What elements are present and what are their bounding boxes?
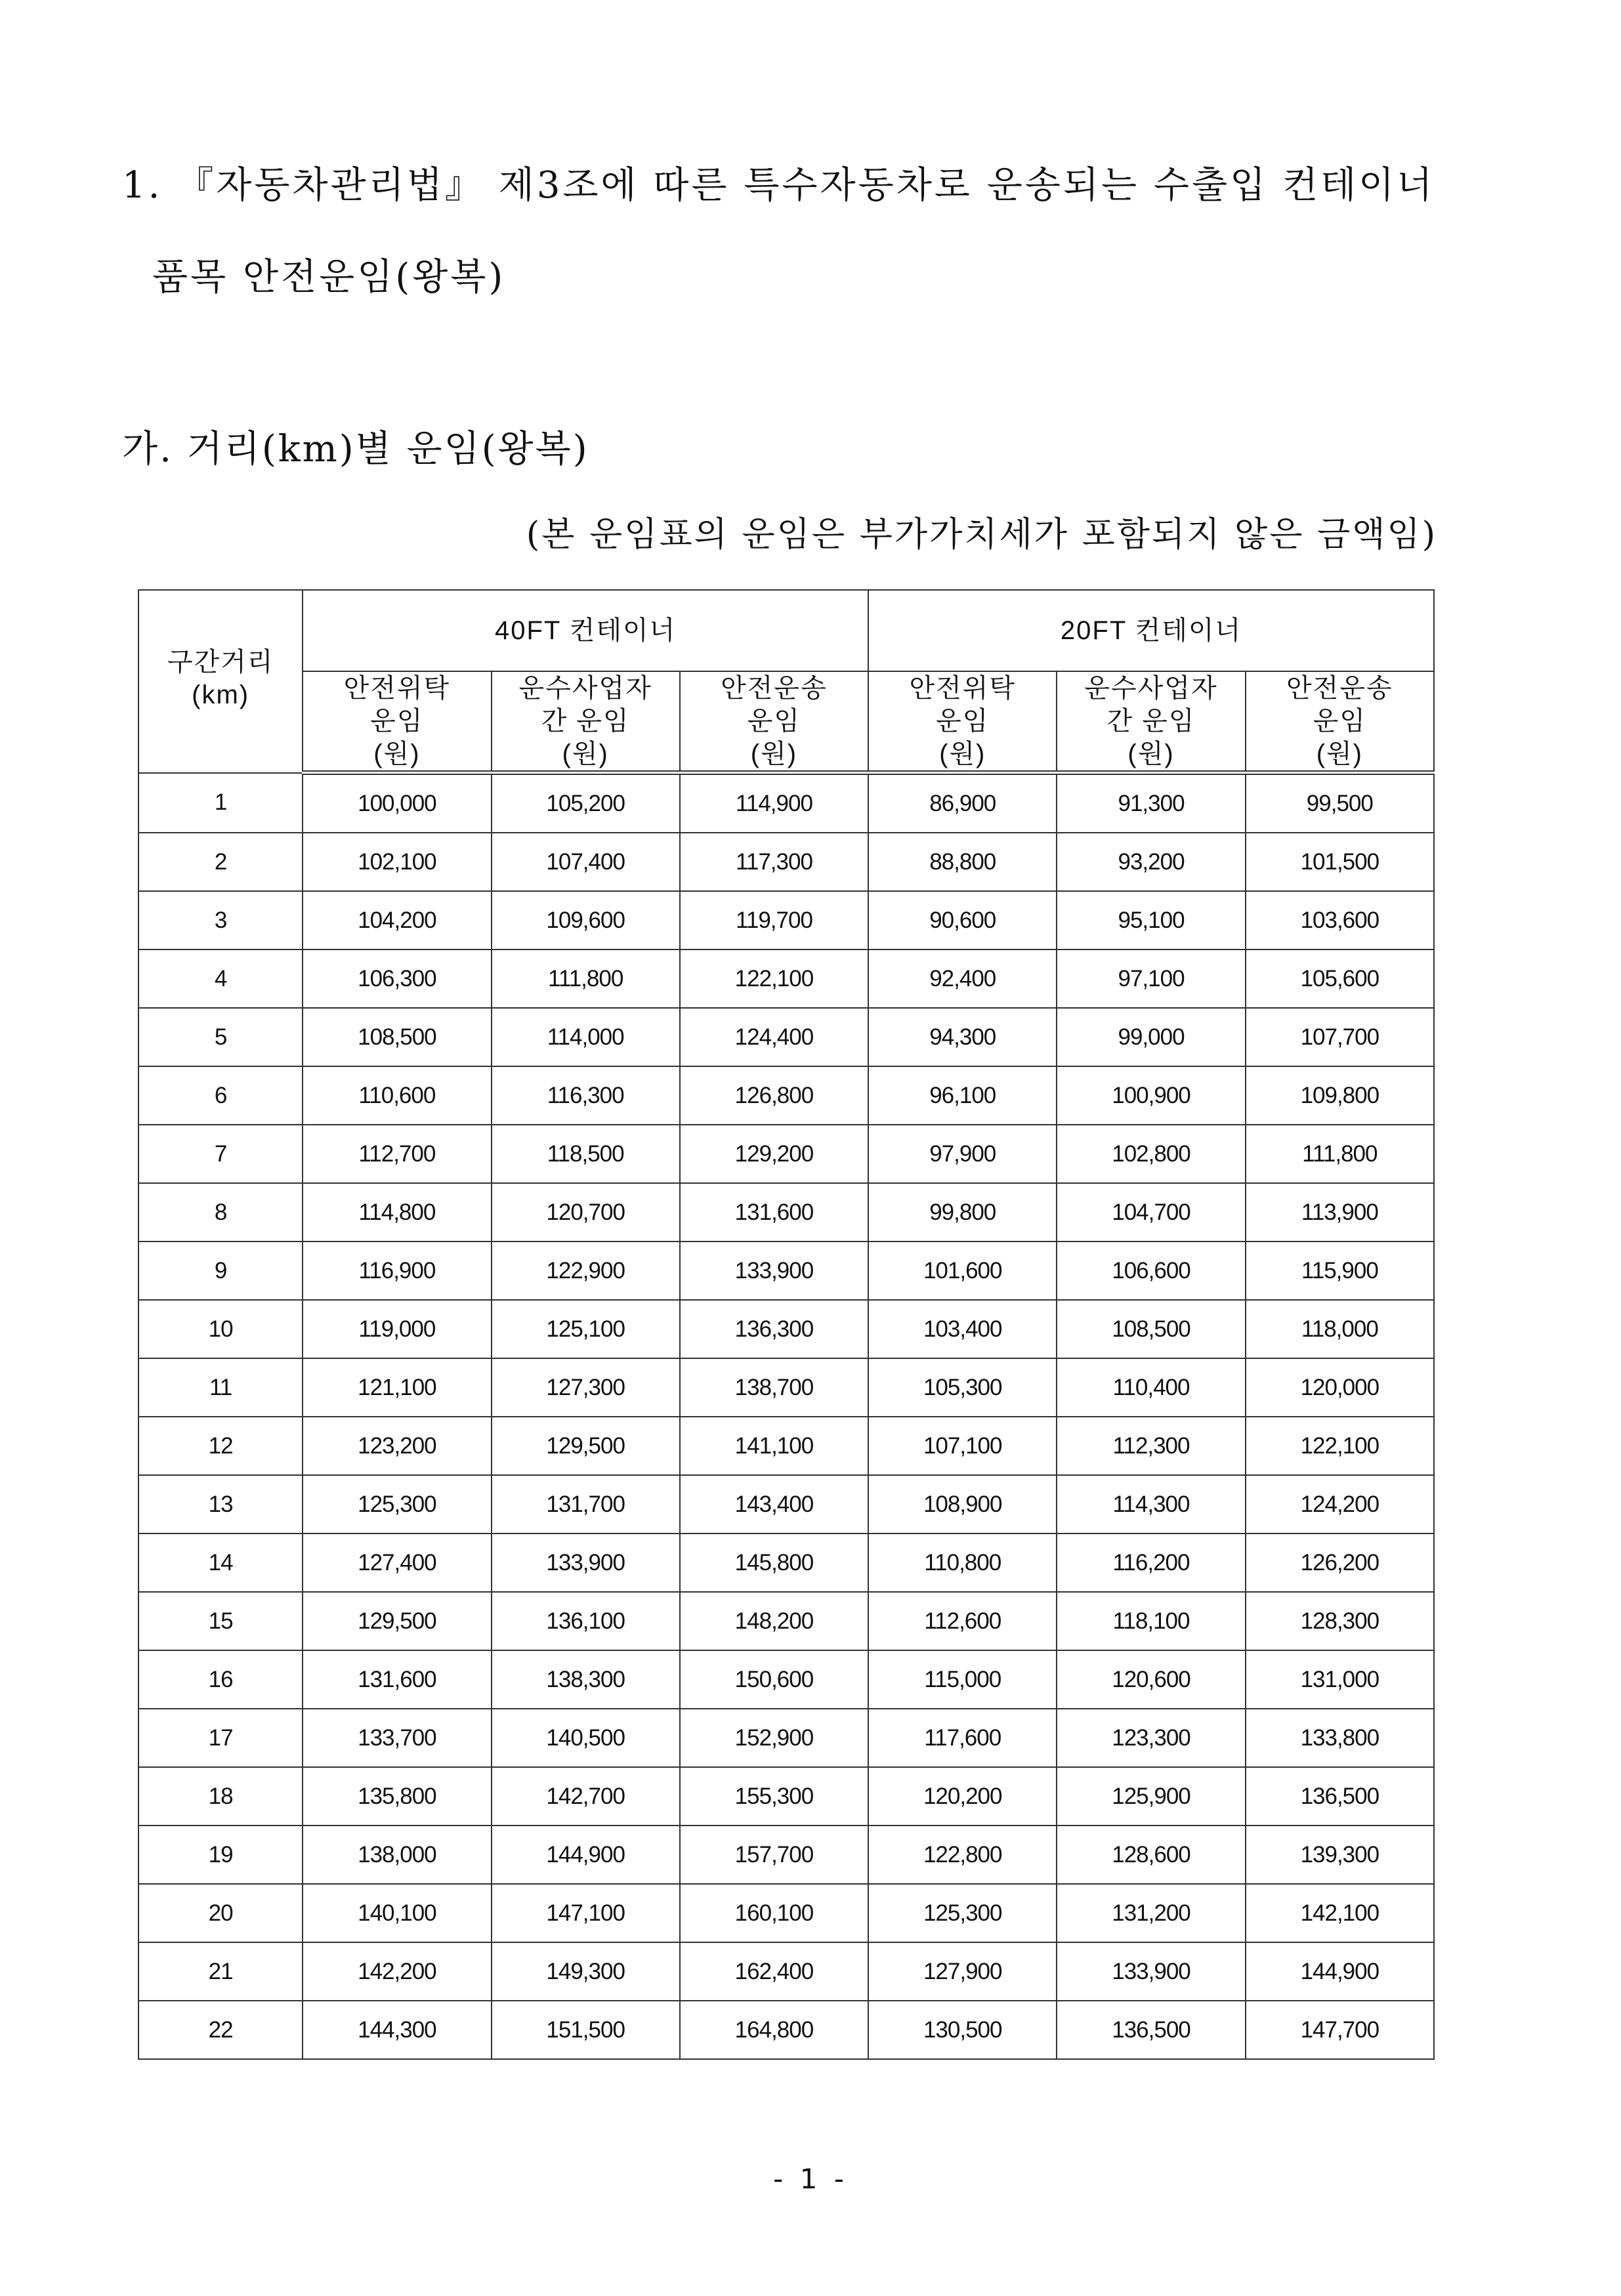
rate-cell: 107,700	[1246, 1008, 1434, 1066]
rate-cell: 118,100	[1057, 1592, 1245, 1650]
rate-cell: 112,700	[303, 1125, 491, 1183]
distance-cell: 15	[138, 1592, 303, 1650]
table-row	[138, 773, 1434, 833]
rate-cell: 121,100	[303, 1358, 491, 1417]
rate-cell: 124,400	[680, 1008, 868, 1066]
rate-cell: 104,200	[303, 891, 491, 950]
distance-cell: 10	[138, 1300, 303, 1358]
rate-cell: 133,900	[1057, 1942, 1245, 2001]
rate-cell: 122,100	[1246, 1417, 1434, 1475]
col-header-40ft-carrier	[492, 671, 680, 773]
rate-cell: 111,800	[492, 950, 680, 1008]
distance-cell: 14	[138, 1534, 303, 1592]
rate-cell: 138,300	[492, 1650, 680, 1709]
rate-cell: 108,500	[303, 1008, 491, 1066]
rate-cell: 136,300	[680, 1300, 868, 1358]
rate-cell: 122,800	[868, 1826, 1057, 1884]
rate-cell: 116,200	[1057, 1534, 1245, 1592]
distance-cell: 3	[138, 891, 303, 950]
rate-cell: 103,400	[868, 1300, 1057, 1358]
rate-cell: 118,500	[492, 1125, 680, 1183]
rate-cell: 127,300	[492, 1358, 680, 1417]
rate-cell: 147,700	[1246, 2001, 1434, 2059]
vat-note: (본 운임표의 운임은 부가가치세가 포함되지 않은 금액임)	[526, 515, 1437, 554]
rate-cell: 126,200	[1246, 1534, 1434, 1592]
rate-cell: 142,200	[303, 1942, 491, 2001]
rate-cell: 117,600	[868, 1709, 1057, 1767]
rate-cell: 150,600	[680, 1650, 868, 1709]
rate-cell: 162,400	[680, 1942, 868, 2001]
rate-cell: 122,100	[680, 950, 868, 1008]
group-header-20ft: 20FT 컨테이너	[868, 590, 1434, 671]
table-row	[138, 1767, 1434, 1826]
distance-header-text: 구간거리 (km)	[167, 648, 274, 709]
table-row	[138, 1066, 1434, 1125]
rate-cell: 130,500	[868, 2001, 1057, 2059]
rate-cell: 105,600	[1246, 950, 1434, 1008]
distance-cell: 5	[138, 1008, 303, 1066]
rate-cell: 124,200	[1246, 1475, 1434, 1534]
rate-cell: 140,500	[492, 1709, 680, 1767]
rate-cell: 128,600	[1057, 1826, 1245, 1884]
rate-cell: 100,900	[1057, 1066, 1245, 1125]
rate-cell: 107,400	[492, 833, 680, 891]
rate-cell: 147,100	[492, 1884, 680, 1942]
distance-cell: 12	[138, 1417, 303, 1475]
header-text: 안전운송 운임 (원)	[721, 674, 828, 768]
rate-cell: 144,900	[492, 1826, 680, 1884]
rate-cell: 136,500	[1057, 2001, 1245, 2059]
col-header-20ft-consignment	[868, 671, 1057, 773]
rate-cell: 106,300	[303, 950, 491, 1008]
rate-cell: 125,300	[303, 1475, 491, 1534]
table-row	[138, 1592, 1434, 1650]
rate-cell: 110,800	[868, 1534, 1057, 1592]
header-text: 안전위탁 운임 (원)	[909, 674, 1017, 768]
rate-cell: 123,200	[303, 1417, 491, 1475]
rate-cell: 110,400	[1057, 1358, 1245, 1417]
rate-cell: 118,000	[1246, 1300, 1434, 1358]
rate-cell: 140,100	[303, 1884, 491, 1942]
rate-cell: 108,900	[868, 1475, 1057, 1534]
page-number: - 1 -	[773, 2163, 848, 2195]
distance-cell: 21	[138, 1942, 303, 2001]
rate-cell: 94,300	[868, 1008, 1057, 1066]
table-row	[138, 1008, 1434, 1066]
rate-cell: 151,500	[492, 2001, 680, 2059]
table-row	[138, 891, 1434, 950]
rate-cell: 120,700	[492, 1183, 680, 1242]
distance-cell: 9	[138, 1242, 303, 1300]
table-row	[138, 1242, 1434, 1300]
rate-cell: 133,700	[303, 1709, 491, 1767]
rate-cell: 113,900	[1246, 1183, 1434, 1242]
rate-cell: 160,100	[680, 1884, 868, 1942]
table-row	[138, 1709, 1434, 1767]
rate-cell: 99,800	[868, 1183, 1057, 1242]
rate-cell: 139,300	[1246, 1826, 1434, 1884]
rate-cell: 101,600	[868, 1242, 1057, 1300]
distance-cell: 7	[138, 1125, 303, 1183]
rate-cell: 90,600	[868, 891, 1057, 950]
rate-cell: 119,700	[680, 891, 868, 950]
rate-cell: 126,800	[680, 1066, 868, 1125]
rate-cell: 129,200	[680, 1125, 868, 1183]
rate-cell: 127,900	[868, 1942, 1057, 2001]
rate-cell: 110,600	[303, 1066, 491, 1125]
distance-cell: 8	[138, 1183, 303, 1242]
distance-cell: 17	[138, 1709, 303, 1767]
table-row	[138, 2001, 1434, 2059]
col-header-20ft-safe-transport	[1246, 671, 1434, 773]
header-text: 안전위탁 운임 (원)	[343, 674, 451, 768]
col-header-40ft-safe-transport	[680, 671, 868, 773]
distance-cell: 18	[138, 1767, 303, 1826]
distance-cell: 13	[138, 1475, 303, 1534]
table-row	[138, 1650, 1434, 1709]
rate-cell: 120,600	[1057, 1650, 1245, 1709]
rate-cell: 103,600	[1246, 891, 1434, 950]
rate-cell: 123,300	[1057, 1709, 1245, 1767]
table-row	[138, 1884, 1434, 1942]
rate-cell: 92,400	[868, 950, 1057, 1008]
rate-cell: 152,900	[680, 1709, 868, 1767]
rate-cell: 112,300	[1057, 1417, 1245, 1475]
table-row	[138, 1826, 1434, 1884]
distance-cell: 19	[138, 1826, 303, 1884]
table-row	[138, 950, 1434, 1008]
distance-cell: 11	[138, 1358, 303, 1417]
rate-cell: 131,600	[303, 1650, 491, 1709]
rate-cell: 142,700	[492, 1767, 680, 1826]
table-row	[138, 1358, 1434, 1417]
table-row	[138, 1942, 1434, 2001]
rate-cell: 111,800	[1246, 1125, 1434, 1183]
rate-cell: 86,900	[868, 773, 1057, 833]
rate-cell: 129,500	[303, 1592, 491, 1650]
rate-cell: 107,100	[868, 1417, 1057, 1475]
rate-cell: 144,900	[1246, 1942, 1434, 2001]
distance-cell: 6	[138, 1066, 303, 1125]
rate-cell: 117,300	[680, 833, 868, 891]
header-text: 운수사업자 간 운임 (원)	[518, 674, 652, 768]
rate-cell: 135,800	[303, 1767, 491, 1826]
header-text: 운수사업자 간 운임 (원)	[1084, 674, 1218, 768]
rate-cell: 116,900	[303, 1242, 491, 1300]
table-row	[138, 1183, 1434, 1242]
rate-cell: 120,200	[868, 1767, 1057, 1826]
rate-cell: 141,100	[680, 1417, 868, 1475]
distance-cell: 4	[138, 950, 303, 1008]
rate-cell: 91,300	[1057, 773, 1245, 833]
rate-cell: 133,900	[492, 1534, 680, 1592]
rate-cell: 136,100	[492, 1592, 680, 1650]
rate-cell: 97,100	[1057, 950, 1245, 1008]
rate-cell: 143,400	[680, 1475, 868, 1534]
rate-cell: 109,600	[492, 891, 680, 950]
header-text: 안전운송 운임 (원)	[1286, 674, 1393, 768]
rate-cell: 104,700	[1057, 1183, 1245, 1242]
col-header-20ft-carrier	[1057, 671, 1245, 773]
rate-cell: 125,300	[868, 1884, 1057, 1942]
col-header-40ft-consignment	[303, 671, 491, 773]
rate-cell: 136,500	[1246, 1767, 1434, 1826]
rate-cell: 148,200	[680, 1592, 868, 1650]
group-header-40ft: 40FT 컨테이너	[303, 590, 868, 671]
rate-cell: 125,900	[1057, 1767, 1245, 1826]
distance-cell: 16	[138, 1650, 303, 1709]
rate-cell: 112,600	[868, 1592, 1057, 1650]
rate-cell: 114,900	[680, 773, 868, 833]
rate-cell: 131,200	[1057, 1884, 1245, 1942]
rate-cell: 142,100	[1246, 1884, 1434, 1942]
rate-cell: 114,000	[492, 1008, 680, 1066]
document-title-line-2: 품목 안전운임(왕복)	[152, 256, 506, 299]
rate-cell: 164,800	[680, 2001, 868, 2059]
rate-cell: 115,000	[868, 1650, 1057, 1709]
table-row	[138, 1125, 1434, 1183]
rate-cell: 127,400	[303, 1534, 491, 1592]
document-title-line-1: 1. 『자동차관리법』 제3조에 따른 특수자동차로 운송되는 수출입 컨테이너	[122, 164, 1435, 207]
table-row	[138, 1534, 1434, 1592]
rate-cell: 97,900	[868, 1125, 1057, 1183]
rate-cell: 131,000	[1246, 1650, 1434, 1709]
rate-cell: 99,000	[1057, 1008, 1245, 1066]
distance-cell: 1	[138, 773, 303, 833]
freight-rate-table	[138, 589, 1435, 2060]
rate-cell: 138,000	[303, 1826, 491, 1884]
rate-cell: 102,100	[303, 833, 491, 891]
rate-cell: 144,300	[303, 2001, 491, 2059]
rate-cell: 116,300	[492, 1066, 680, 1125]
rate-cell: 114,300	[1057, 1475, 1245, 1534]
table-row	[138, 1300, 1434, 1358]
rate-cell: 106,600	[1057, 1242, 1245, 1300]
rate-cell: 122,900	[492, 1242, 680, 1300]
rate-cell: 149,300	[492, 1942, 680, 2001]
rate-cell: 105,300	[868, 1358, 1057, 1417]
distance-cell: 20	[138, 1884, 303, 1942]
rate-cell: 157,700	[680, 1826, 868, 1884]
rate-cell: 155,300	[680, 1767, 868, 1826]
rate-table-body	[138, 773, 1434, 2060]
distance-cell: 2	[138, 833, 303, 891]
rate-cell: 138,700	[680, 1358, 868, 1417]
section-title: 가. 거리(km)별 운임(왕복)	[122, 428, 589, 470]
rate-cell: 133,800	[1246, 1709, 1434, 1767]
distance-cell: 22	[138, 2001, 303, 2059]
rate-cell: 145,800	[680, 1534, 868, 1592]
rate-cell: 125,100	[492, 1300, 680, 1358]
rate-cell: 109,800	[1246, 1066, 1434, 1125]
rate-cell: 108,500	[1057, 1300, 1245, 1358]
rate-cell: 102,800	[1057, 1125, 1245, 1183]
rate-cell: 131,600	[680, 1183, 868, 1242]
table-row	[138, 1475, 1434, 1534]
distance-column-header	[138, 590, 303, 773]
rate-cell: 105,200	[492, 773, 680, 833]
rate-cell: 115,900	[1246, 1242, 1434, 1300]
rate-cell: 129,500	[492, 1417, 680, 1475]
rate-cell: 95,100	[1057, 891, 1245, 950]
rate-cell: 114,800	[303, 1183, 491, 1242]
rate-cell: 120,000	[1246, 1358, 1434, 1417]
table-row	[138, 1417, 1434, 1475]
table-row	[138, 833, 1434, 891]
rate-cell: 119,000	[303, 1300, 491, 1358]
rate-cell: 88,800	[868, 833, 1057, 891]
rate-cell: 101,500	[1246, 833, 1434, 891]
rate-cell: 100,000	[303, 773, 491, 833]
rate-cell: 128,300	[1246, 1592, 1434, 1650]
rate-cell: 96,100	[868, 1066, 1057, 1125]
rate-cell: 131,700	[492, 1475, 680, 1534]
rate-cell: 93,200	[1057, 833, 1245, 891]
rate-cell: 99,500	[1246, 773, 1434, 833]
rate-cell: 133,900	[680, 1242, 868, 1300]
